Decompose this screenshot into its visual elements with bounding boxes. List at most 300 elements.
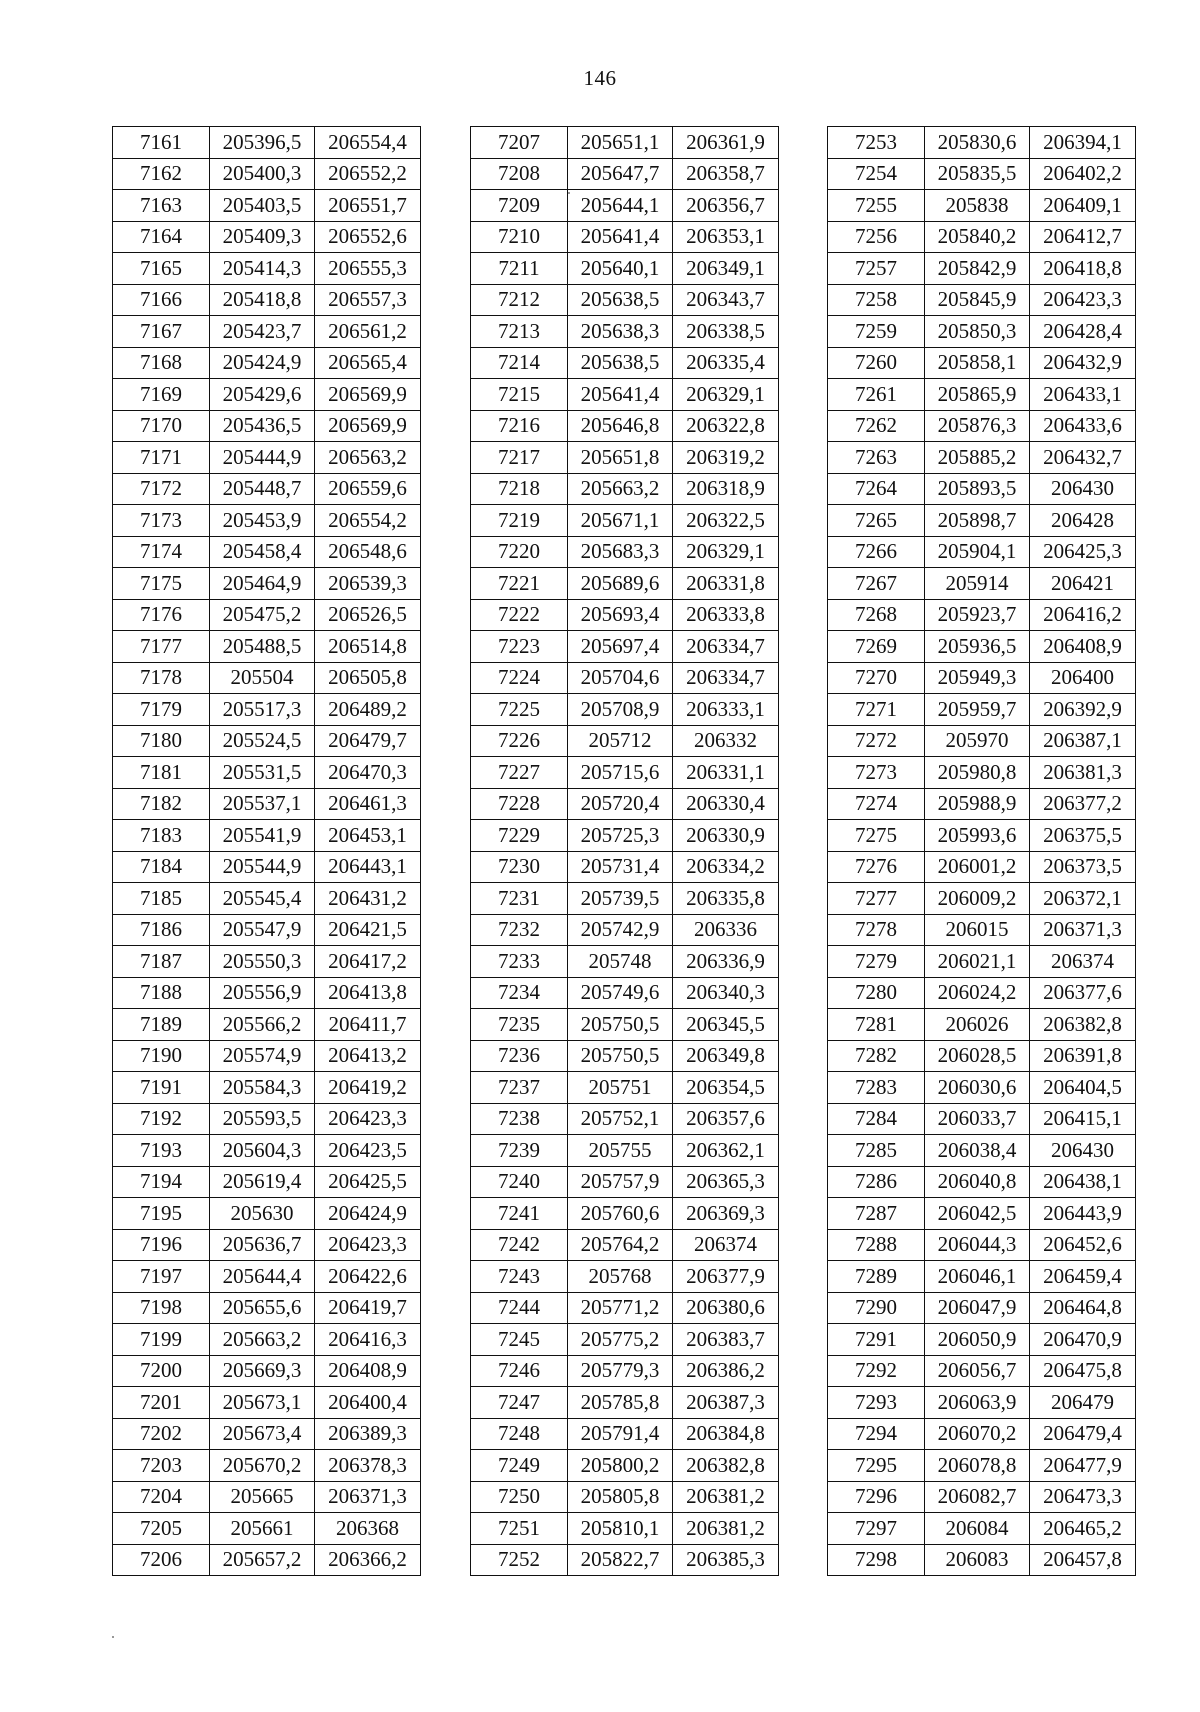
x-coordinate-cell: 205644,1 (568, 190, 673, 222)
x-coordinate-cell: 206009,2 (925, 883, 1030, 915)
x-coordinate-cell: 205429,6 (210, 379, 315, 411)
table-row (113, 1261, 421, 1293)
point-number-cell: 7209 (471, 190, 568, 222)
point-number-cell: 7281 (828, 1009, 925, 1041)
table-row (471, 127, 779, 159)
y-coordinate-cell: 206357,6 (673, 1103, 779, 1135)
table-row (471, 1418, 779, 1450)
point-number-cell: 7250 (471, 1481, 568, 1513)
table-row (828, 1292, 1136, 1324)
y-coordinate-cell: 206382,8 (673, 1450, 779, 1482)
x-coordinate-cell: 205988,9 (925, 788, 1030, 820)
y-coordinate-cell: 206459,4 (1030, 1261, 1136, 1293)
x-coordinate-cell: 205760,6 (568, 1198, 673, 1230)
table-row (113, 1040, 421, 1072)
x-coordinate-cell: 206040,8 (925, 1166, 1030, 1198)
table-row (113, 127, 421, 159)
x-coordinate-cell: 205547,9 (210, 914, 315, 946)
table-row (828, 568, 1136, 600)
point-number-cell: 7257 (828, 253, 925, 285)
y-coordinate-cell: 206443,1 (315, 851, 421, 883)
y-coordinate-cell: 206400,4 (315, 1387, 421, 1419)
y-coordinate-cell: 206362,1 (673, 1135, 779, 1167)
point-number-cell: 7180 (113, 725, 210, 757)
table-row (471, 788, 779, 820)
x-coordinate-cell: 205805,8 (568, 1481, 673, 1513)
point-number-cell: 7298 (828, 1544, 925, 1576)
table-row (471, 1481, 779, 1513)
table-row (828, 442, 1136, 474)
table-row (828, 347, 1136, 379)
y-coordinate-cell: 206377,2 (1030, 788, 1136, 820)
y-coordinate-cell: 206375,5 (1030, 820, 1136, 852)
table-row (471, 158, 779, 190)
x-coordinate-cell: 205640,1 (568, 253, 673, 285)
y-coordinate-cell: 206318,9 (673, 473, 779, 505)
table-row (471, 284, 779, 316)
table-row (471, 851, 779, 883)
y-coordinate-cell: 206424,9 (315, 1198, 421, 1230)
point-number-cell: 7282 (828, 1040, 925, 1072)
x-coordinate-cell: 205424,9 (210, 347, 315, 379)
table-row (828, 284, 1136, 316)
x-coordinate-cell: 205524,5 (210, 725, 315, 757)
y-coordinate-cell: 206430 (1030, 1135, 1136, 1167)
x-coordinate-cell: 205822,7 (568, 1544, 673, 1576)
y-coordinate-cell: 206461,3 (315, 788, 421, 820)
y-coordinate-cell: 206433,6 (1030, 410, 1136, 442)
table-row (828, 851, 1136, 883)
x-coordinate-cell: 205914 (925, 568, 1030, 600)
point-number-cell: 7290 (828, 1292, 925, 1324)
x-coordinate-cell: 205689,6 (568, 568, 673, 600)
point-number-cell: 7227 (471, 757, 568, 789)
x-coordinate-cell: 205444,9 (210, 442, 315, 474)
table-row (471, 1513, 779, 1545)
point-number-cell: 7175 (113, 568, 210, 600)
x-coordinate-cell: 205885,2 (925, 442, 1030, 474)
y-coordinate-cell: 206371,3 (315, 1481, 421, 1513)
point-number-cell: 7221 (471, 568, 568, 600)
y-coordinate-cell: 206377,9 (673, 1261, 779, 1293)
table-row (471, 1135, 779, 1167)
x-coordinate-cell: 205845,9 (925, 284, 1030, 316)
point-number-cell: 7251 (471, 1513, 568, 1545)
x-coordinate-cell: 206030,6 (925, 1072, 1030, 1104)
point-number-cell: 7168 (113, 347, 210, 379)
y-coordinate-cell: 206389,3 (315, 1418, 421, 1450)
y-coordinate-cell: 206386,2 (673, 1355, 779, 1387)
table-row (471, 662, 779, 694)
y-coordinate-cell: 206432,7 (1030, 442, 1136, 474)
y-coordinate-cell: 206423,3 (1030, 284, 1136, 316)
x-coordinate-cell: 205708,9 (568, 694, 673, 726)
x-coordinate-cell: 205673,1 (210, 1387, 315, 1419)
point-number-cell: 7263 (828, 442, 925, 474)
table-row (828, 662, 1136, 694)
table-row (471, 410, 779, 442)
y-coordinate-cell: 206418,8 (1030, 253, 1136, 285)
x-coordinate-cell: 205876,3 (925, 410, 1030, 442)
table-row (113, 442, 421, 474)
y-coordinate-cell: 206565,4 (315, 347, 421, 379)
point-number-cell: 7275 (828, 820, 925, 852)
table-row (828, 883, 1136, 915)
y-coordinate-cell: 206475,8 (1030, 1355, 1136, 1387)
x-coordinate-cell: 205835,5 (925, 158, 1030, 190)
y-coordinate-cell: 206402,2 (1030, 158, 1136, 190)
x-coordinate-cell: 205739,5 (568, 883, 673, 915)
point-number-cell: 7177 (113, 631, 210, 663)
x-coordinate-cell: 205959,7 (925, 694, 1030, 726)
coordinate-table-2 (470, 126, 779, 1576)
point-number-cell: 7247 (471, 1387, 568, 1419)
y-coordinate-cell: 206423,5 (315, 1135, 421, 1167)
y-coordinate-cell: 206569,9 (315, 410, 421, 442)
point-number-cell: 7284 (828, 1103, 925, 1135)
table-row (828, 536, 1136, 568)
y-coordinate-cell: 206428 (1030, 505, 1136, 537)
point-number-cell: 7174 (113, 536, 210, 568)
point-number-cell: 7194 (113, 1166, 210, 1198)
table-row (471, 505, 779, 537)
table-row (113, 1198, 421, 1230)
table-row (471, 347, 779, 379)
point-number-cell: 7178 (113, 662, 210, 694)
table-row (828, 127, 1136, 159)
y-coordinate-cell: 206329,1 (673, 536, 779, 568)
x-coordinate-cell: 206084 (925, 1513, 1030, 1545)
x-coordinate-cell: 206038,4 (925, 1135, 1030, 1167)
x-coordinate-cell: 205550,3 (210, 946, 315, 978)
table-row (113, 1324, 421, 1356)
y-coordinate-cell: 206489,2 (315, 694, 421, 726)
table-row (471, 725, 779, 757)
y-coordinate-cell: 206374 (1030, 946, 1136, 978)
table-row (113, 631, 421, 663)
point-number-cell: 7212 (471, 284, 568, 316)
coordinate-table-3 (827, 126, 1136, 1576)
x-coordinate-cell: 205768 (568, 1261, 673, 1293)
y-coordinate-cell: 206423,3 (315, 1229, 421, 1261)
x-coordinate-cell: 205715,6 (568, 757, 673, 789)
x-coordinate-cell: 205800,2 (568, 1450, 673, 1482)
y-coordinate-cell: 206374 (673, 1229, 779, 1261)
point-number-cell: 7274 (828, 788, 925, 820)
table-row (828, 158, 1136, 190)
y-coordinate-cell: 206479,4 (1030, 1418, 1136, 1450)
table-row (828, 505, 1136, 537)
x-coordinate-cell: 206082,7 (925, 1481, 1030, 1513)
point-number-cell: 7248 (471, 1418, 568, 1450)
y-coordinate-cell: 206343,7 (673, 284, 779, 316)
table-row (471, 757, 779, 789)
y-coordinate-cell: 206332 (673, 725, 779, 757)
x-coordinate-cell: 205720,4 (568, 788, 673, 820)
point-number-cell: 7208 (471, 158, 568, 190)
table-row (113, 820, 421, 852)
x-coordinate-cell: 205757,9 (568, 1166, 673, 1198)
point-number-cell: 7206 (113, 1544, 210, 1576)
y-coordinate-cell: 206381,2 (673, 1481, 779, 1513)
point-number-cell: 7294 (828, 1418, 925, 1450)
x-coordinate-cell: 205423,7 (210, 316, 315, 348)
y-coordinate-cell: 206331,8 (673, 568, 779, 600)
table-row (113, 694, 421, 726)
point-number-cell: 7193 (113, 1135, 210, 1167)
point-number-cell: 7190 (113, 1040, 210, 1072)
y-coordinate-cell: 206372,1 (1030, 883, 1136, 915)
y-coordinate-cell: 206349,8 (673, 1040, 779, 1072)
y-coordinate-cell: 206554,4 (315, 127, 421, 159)
y-coordinate-cell: 206552,6 (315, 221, 421, 253)
x-coordinate-cell: 206050,9 (925, 1324, 1030, 1356)
x-coordinate-cell: 205619,4 (210, 1166, 315, 1198)
y-coordinate-cell: 206551,7 (315, 190, 421, 222)
table-row (471, 1198, 779, 1230)
point-number-cell: 7297 (828, 1513, 925, 1545)
x-coordinate-cell: 205517,3 (210, 694, 315, 726)
y-coordinate-cell: 206453,1 (315, 820, 421, 852)
table-row (828, 473, 1136, 505)
x-coordinate-cell: 205663,2 (568, 473, 673, 505)
y-coordinate-cell: 206381,2 (673, 1513, 779, 1545)
table-row (471, 379, 779, 411)
point-number-cell: 7204 (113, 1481, 210, 1513)
x-coordinate-cell: 205779,3 (568, 1355, 673, 1387)
point-number-cell: 7295 (828, 1450, 925, 1482)
point-number-cell: 7191 (113, 1072, 210, 1104)
table-row (113, 788, 421, 820)
table-row (113, 1103, 421, 1135)
point-number-cell: 7215 (471, 379, 568, 411)
table-row (113, 1135, 421, 1167)
y-coordinate-cell: 206415,1 (1030, 1103, 1136, 1135)
table-row (113, 1418, 421, 1450)
point-number-cell: 7198 (113, 1292, 210, 1324)
x-coordinate-cell: 205636,7 (210, 1229, 315, 1261)
table-row (471, 221, 779, 253)
point-number-cell: 7266 (828, 536, 925, 568)
table-row (471, 190, 779, 222)
y-coordinate-cell: 206377,6 (1030, 977, 1136, 1009)
point-number-cell: 7242 (471, 1229, 568, 1261)
table-row (471, 1166, 779, 1198)
table-row (471, 442, 779, 474)
x-coordinate-cell: 205673,4 (210, 1418, 315, 1450)
table-row (828, 1198, 1136, 1230)
x-coordinate-cell: 205712 (568, 725, 673, 757)
y-coordinate-cell: 206428,4 (1030, 316, 1136, 348)
y-coordinate-cell: 206335,4 (673, 347, 779, 379)
y-coordinate-cell: 206419,7 (315, 1292, 421, 1324)
table-row (828, 820, 1136, 852)
y-coordinate-cell: 206400 (1030, 662, 1136, 694)
x-coordinate-cell: 205400,3 (210, 158, 315, 190)
x-coordinate-cell: 205923,7 (925, 599, 1030, 631)
point-number-cell: 7205 (113, 1513, 210, 1545)
y-coordinate-cell: 206412,7 (1030, 221, 1136, 253)
table-row (113, 473, 421, 505)
x-coordinate-cell: 205749,6 (568, 977, 673, 1009)
point-number-cell: 7238 (471, 1103, 568, 1135)
y-coordinate-cell: 206443,9 (1030, 1198, 1136, 1230)
table-row (113, 379, 421, 411)
x-coordinate-cell: 205418,8 (210, 284, 315, 316)
y-coordinate-cell: 206354,5 (673, 1072, 779, 1104)
y-coordinate-cell: 206338,5 (673, 316, 779, 348)
point-number-cell: 7165 (113, 253, 210, 285)
x-coordinate-cell: 206001,2 (925, 851, 1030, 883)
page-number: 146 (583, 66, 617, 90)
point-number-cell: 7286 (828, 1166, 925, 1198)
point-number-cell: 7245 (471, 1324, 568, 1356)
x-coordinate-cell: 205842,9 (925, 253, 1030, 285)
x-coordinate-cell: 205396,5 (210, 127, 315, 159)
y-coordinate-cell: 206382,8 (1030, 1009, 1136, 1041)
table-row (828, 1261, 1136, 1293)
x-coordinate-cell: 206044,3 (925, 1229, 1030, 1261)
table-row (113, 1450, 421, 1482)
table-row (471, 1544, 779, 1576)
x-coordinate-cell: 205850,3 (925, 316, 1030, 348)
table-row (113, 1229, 421, 1261)
point-number-cell: 7280 (828, 977, 925, 1009)
point-number-cell: 7184 (113, 851, 210, 883)
table-row (113, 1481, 421, 1513)
x-coordinate-cell: 205651,1 (568, 127, 673, 159)
table-row (471, 946, 779, 978)
table-row (471, 694, 779, 726)
point-number-cell: 7196 (113, 1229, 210, 1261)
x-coordinate-cell: 205488,5 (210, 631, 315, 663)
table-row (113, 253, 421, 285)
y-coordinate-cell: 206333,1 (673, 694, 779, 726)
x-coordinate-cell: 205655,6 (210, 1292, 315, 1324)
point-number-cell: 7262 (828, 410, 925, 442)
point-number-cell: 7163 (113, 190, 210, 222)
y-coordinate-cell: 206381,3 (1030, 757, 1136, 789)
point-number-cell: 7172 (113, 473, 210, 505)
x-coordinate-cell: 205504 (210, 662, 315, 694)
x-coordinate-cell: 205671,1 (568, 505, 673, 537)
x-coordinate-cell: 205683,3 (568, 536, 673, 568)
x-coordinate-cell: 205725,3 (568, 820, 673, 852)
x-coordinate-cell: 205980,8 (925, 757, 1030, 789)
y-coordinate-cell: 206380,6 (673, 1292, 779, 1324)
table-row (113, 914, 421, 946)
table-row (471, 977, 779, 1009)
point-number-cell: 7232 (471, 914, 568, 946)
y-coordinate-cell: 206422,6 (315, 1261, 421, 1293)
point-number-cell: 7287 (828, 1198, 925, 1230)
y-coordinate-cell: 206425,3 (1030, 536, 1136, 568)
x-coordinate-cell: 205641,4 (568, 379, 673, 411)
y-coordinate-cell: 206526,5 (315, 599, 421, 631)
point-number-cell: 7162 (113, 158, 210, 190)
point-number-cell: 7283 (828, 1072, 925, 1104)
point-number-cell: 7270 (828, 662, 925, 694)
table-row (113, 410, 421, 442)
y-coordinate-cell: 206383,7 (673, 1324, 779, 1356)
table-row (113, 221, 421, 253)
y-coordinate-cell: 206334,7 (673, 631, 779, 663)
table-row (828, 1040, 1136, 1072)
table-row (113, 851, 421, 883)
table-row (828, 1103, 1136, 1135)
table-row (471, 1292, 779, 1324)
table-row (113, 946, 421, 978)
y-coordinate-cell: 206336,9 (673, 946, 779, 978)
x-coordinate-cell: 205785,8 (568, 1387, 673, 1419)
y-coordinate-cell: 206409,1 (1030, 190, 1136, 222)
table-row (828, 946, 1136, 978)
x-coordinate-cell: 205949,3 (925, 662, 1030, 694)
x-coordinate-cell: 205751 (568, 1072, 673, 1104)
point-number-cell: 7224 (471, 662, 568, 694)
x-coordinate-cell: 205545,4 (210, 883, 315, 915)
point-number-cell: 7185 (113, 883, 210, 915)
y-coordinate-cell: 206387,3 (673, 1387, 779, 1419)
table-row (113, 568, 421, 600)
table-row (471, 1072, 779, 1104)
y-coordinate-cell: 206477,9 (1030, 1450, 1136, 1482)
x-coordinate-cell: 205810,1 (568, 1513, 673, 1545)
point-number-cell: 7279 (828, 946, 925, 978)
x-coordinate-cell: 205748 (568, 946, 673, 978)
x-coordinate-cell: 205663,2 (210, 1324, 315, 1356)
table-row (828, 1418, 1136, 1450)
table-row (828, 599, 1136, 631)
table-row (828, 253, 1136, 285)
point-number-cell: 7241 (471, 1198, 568, 1230)
table-row (828, 1544, 1136, 1576)
point-number-cell: 7164 (113, 221, 210, 253)
table-row (828, 1387, 1136, 1419)
x-coordinate-cell: 206026 (925, 1009, 1030, 1041)
point-number-cell: 7176 (113, 599, 210, 631)
table-row (828, 1450, 1136, 1482)
point-number-cell: 7244 (471, 1292, 568, 1324)
x-coordinate-cell: 205630 (210, 1198, 315, 1230)
x-coordinate-cell: 205904,1 (925, 536, 1030, 568)
table-row (471, 1103, 779, 1135)
y-coordinate-cell: 206470,9 (1030, 1324, 1136, 1356)
point-number-cell: 7226 (471, 725, 568, 757)
y-coordinate-cell: 206333,8 (673, 599, 779, 631)
y-coordinate-cell: 206391,8 (1030, 1040, 1136, 1072)
point-number-cell: 7225 (471, 694, 568, 726)
table-row (471, 316, 779, 348)
point-number-cell: 7259 (828, 316, 925, 348)
table-row (113, 1009, 421, 1041)
table-row (471, 253, 779, 285)
point-number-cell: 7214 (471, 347, 568, 379)
y-coordinate-cell: 206552,2 (315, 158, 421, 190)
table-row (471, 1450, 779, 1482)
x-coordinate-cell: 205893,5 (925, 473, 1030, 505)
table-row (113, 505, 421, 537)
table-row (828, 631, 1136, 663)
point-number-cell: 7289 (828, 1261, 925, 1293)
table-row (471, 1261, 779, 1293)
x-coordinate-cell: 206028,5 (925, 1040, 1030, 1072)
point-number-cell: 7179 (113, 694, 210, 726)
y-coordinate-cell: 206413,8 (315, 977, 421, 1009)
x-coordinate-cell: 206046,1 (925, 1261, 1030, 1293)
point-number-cell: 7256 (828, 221, 925, 253)
y-coordinate-cell: 206505,8 (315, 662, 421, 694)
